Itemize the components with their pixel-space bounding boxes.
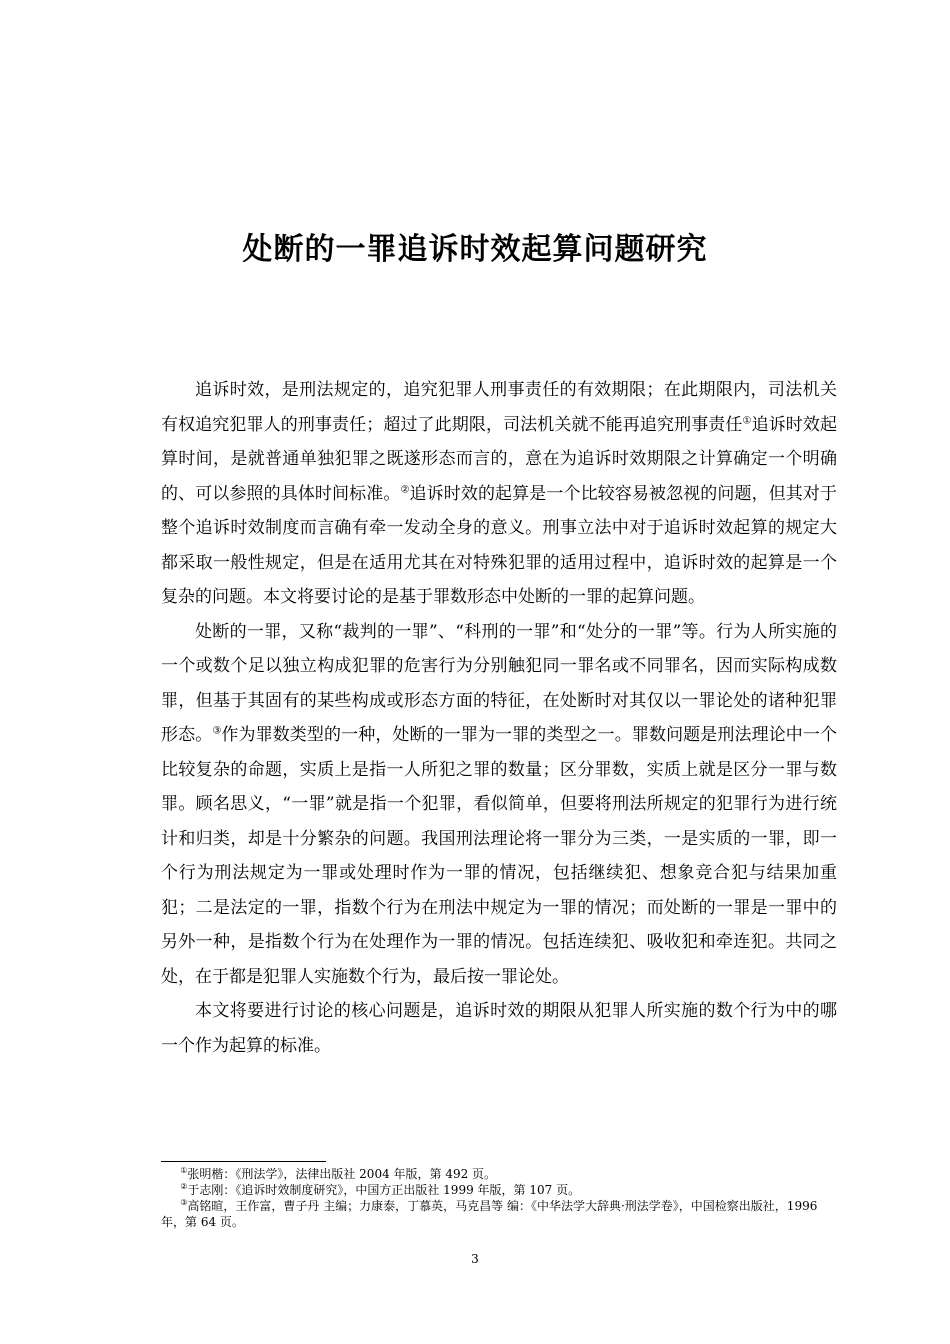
footnote-2-mark: ②	[180, 1182, 188, 1191]
paragraph-1	[161, 373, 837, 615]
footnote-1-text: 张明楷：《刑法学》，法律出版社 2004 年版，第 492 页。	[187, 1167, 497, 1181]
footnote-3-text: 高铭暄，王作富，曹子丹 主编；力康泰，丁慕英，马克昌等 编：《中华法学大辞典·刑法学卷》，中国检察出版社，1996 年，第 64 页。	[161, 1199, 818, 1229]
footnote-3-mark: ③	[180, 1198, 188, 1207]
footnotes	[161, 1166, 837, 1230]
body-text	[161, 373, 837, 1063]
paragraph-2-text-b: 作为罪数类型的一种，处断的一罪为一罪的类型之一。罪数问题是刑法理论中一个比较复杂的命题，实质上是指一人所犯之罪的数量；区分罪数，实质上就是区分一罪与数罪。顾名思义，“一罪”就是指一个犯罪，看似简单，但要将刑法所规定的犯罪行为进行统计和归类，却是十分繁杂的问题。我国刑法理论将一罪分为三类，一是实质的一罪，即一个行为刑法规定为一罪或处理时作为一罪的情况，包括继续犯、想象竞合犯与结果加重犯；二是法定的一罪，指数个行为在刑法中规定为一罪的情况；而处断的一罪是一罪中的另外一种，是指数个行为在处理作为一罪的情况。包括连续犯、吸收犯和牵连犯。共同之处，在于都是犯罪人实施数个行为，最后按一罪论处。	[161, 725, 838, 987]
footnote-1	[161, 1166, 837, 1182]
footnote-2-text: 于志刚：《追诉时效制度研究》，中国方正出版社 1999 年版，第 107 页。	[187, 1183, 581, 1197]
footnote-separator	[161, 1161, 326, 1162]
footnote-1-mark: ①	[180, 1166, 188, 1175]
page-number: 3	[471, 1252, 479, 1266]
footnote-ref-2[interactable]: ②	[400, 483, 410, 495]
paragraph-3-text-a: 本文将要进行讨论的核心问题是，追诉时效的期限从犯罪人所实施的数个行为中的哪一个作为起算的标准。	[161, 1001, 837, 1056]
footnote-ref-1[interactable]: ①	[742, 414, 752, 426]
footnote-2	[161, 1182, 837, 1198]
paragraph-1-text-b: 追诉时效起算时间，是就普通单独犯罪之既遂形态而言的，意在为追诉时效期限之计算确定一个明确的、可以参照的具体时间标准。	[161, 414, 838, 504]
footnote-ref-3[interactable]: ③	[212, 725, 222, 737]
paragraph-2-text-a: 处断的一罪，又称“裁判的一罪”、“科刑的一罪”和“处分的一罪”等。行为人所实施的一个或数个足以独立构成犯罪的危害行为分别触犯同一罪名或不同罪名，因而实际构成数罪，但基于其固有的某些构成或形态方面的特征，在处断时对其仅以一罪论处的诸种犯罪形态。	[161, 621, 837, 745]
document-title: 处断的一罪追诉时效起算问题研究	[242, 232, 708, 267]
footnote-3	[161, 1198, 837, 1230]
paragraph-1-text-a: 追诉时效，是刑法规定的，追究犯罪人刑事责任的有效期限；在此期限内，司法机关有权追究犯罪人的刑事责任；超过了此期限，司法机关就不能再追究刑事责任	[161, 380, 837, 435]
paragraph-3	[161, 994, 837, 1063]
paragraph-2	[161, 615, 837, 995]
paragraph-1-text-c: 追诉时效的起算是一个比较容易被忽视的问题，但其对于整个追诉时效制度而言确有牵一发动全身的意义。刑事立法中对于追诉时效起算的规定大都采取一般性规定，但是在适用尤其在对特殊犯罪的适用过程中，追诉时效的起算是一个复杂的问题。本文将要讨论的是基于罪数形态中处断的一罪的起算问题。	[161, 483, 838, 607]
